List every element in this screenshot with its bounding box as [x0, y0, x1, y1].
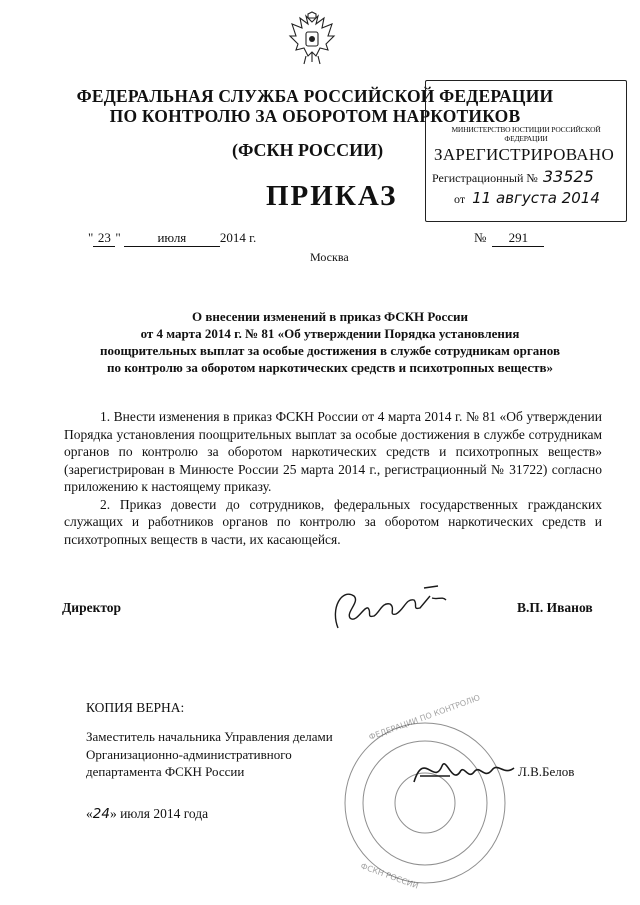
copy-date: «24» июля 2014 года [86, 806, 209, 822]
order-number-value: 291 [492, 230, 544, 247]
order-body [64, 408, 602, 548]
certifier-name: Л.В.Белов [518, 764, 575, 779]
svg-text:ФСКН РОССИИ: ФСКН РОССИИ [359, 861, 420, 891]
order-title-line4: по контролю за оборотом наркотических средств и психотропных веществ» [106, 360, 554, 375]
order-title [60, 308, 600, 376]
stamp-date [454, 189, 600, 207]
stamp-reg-label: Регистрационный № [432, 171, 538, 185]
signatory-name: В.П. Иванов [517, 600, 593, 615]
order-paragraph-2: 2. Приказ довести до сотрудников, федеральных государственных гражданских служащих и работников органов по контролю за оборотом наркотических средств и психотропных веществ в части, их касающейся. [64, 496, 602, 547]
copy-certified-label: КОПИЯ ВЕРНА: [86, 700, 185, 715]
certifier-position [86, 728, 333, 781]
certifier-position-line1: Заместитель начальника Управления делами [86, 729, 333, 744]
official-seal [330, 693, 520, 891]
order-title-line1: О внесении изменений в приказ ФСКН России [191, 309, 469, 324]
order-paragraph-1: 1. Внести изменения в приказ ФСКН России от 4 марта 2014 г. № 81 «Об утверждении Порядка установления поощрительных выплат за особые достижения в службе сотрудникам органов по контролю за оборотом наркотических средств и психотропных веществ» (зарегистрирован в Минюсте России 25 марта 2014 г., регистрационный № 31722) согласно приложению к настоящему приказу. [64, 409, 602, 494]
order-month: июля [124, 230, 220, 247]
certifier-position-line2: Организационно-административного [86, 746, 292, 762]
order-title-line2: от 4 марта 2014 г. № 81 «Об утверждении Порядка установления [140, 326, 520, 341]
svg-text:ФЕДЕРАЦИИ ПО КОНТРОЛЮ: ФЕДЕРАЦИИ ПО КОНТРОЛЮ [367, 693, 482, 742]
copy-date-day: 24 [92, 806, 110, 822]
agency-name-line2: ПО КОНТРОЛЮ ЗА ОБОРОТОМ НАРКОТИКОВ [109, 106, 521, 126]
copy-date-rest: » июля 2014 года [109, 806, 209, 821]
stamp-date-value: 11 августа 2014 [472, 189, 600, 207]
stamp-date-label: от [454, 192, 466, 206]
order-number-label: № [474, 230, 487, 245]
stamp-reg-number [432, 167, 594, 186]
coat-of-arms-emblem [286, 12, 338, 68]
stamp-reg-value: 33525 [542, 167, 594, 186]
stamp-ministry: МИНИСТЕРСТВО ЮСТИЦИИ РОССИЙСКОЙ ФЕДЕРАЦИИ [451, 125, 601, 143]
order-date: " 23 " июля 2014 г. [88, 230, 257, 245]
stamp-status: ЗАРЕГИСТРИРОВАНО [434, 145, 615, 164]
certifier-signature [410, 746, 520, 791]
director-signature [320, 578, 460, 633]
agency-abbreviation: (ФСКН РОССИИ) [232, 140, 384, 160]
order-day: 23 [93, 230, 115, 247]
order-city: Москва [310, 250, 349, 264]
certifier-position-line3: департамента ФСКН России [86, 764, 245, 779]
registration-stamp [425, 80, 627, 222]
order-number [474, 230, 544, 247]
order-title-line3: поощрительных выплат за особые достижения в службе сотрудникам органов [99, 343, 560, 358]
agency-name-line1: ФЕДЕРАЛЬНАЯ СЛУЖБА РОССИЙСКОЙ ФЕДЕРАЦИИ [76, 86, 554, 106]
document-type: ПРИКАЗ [266, 180, 398, 212]
signatory-title: Директор [62, 600, 122, 615]
order-year: 2014 г. [219, 230, 257, 245]
